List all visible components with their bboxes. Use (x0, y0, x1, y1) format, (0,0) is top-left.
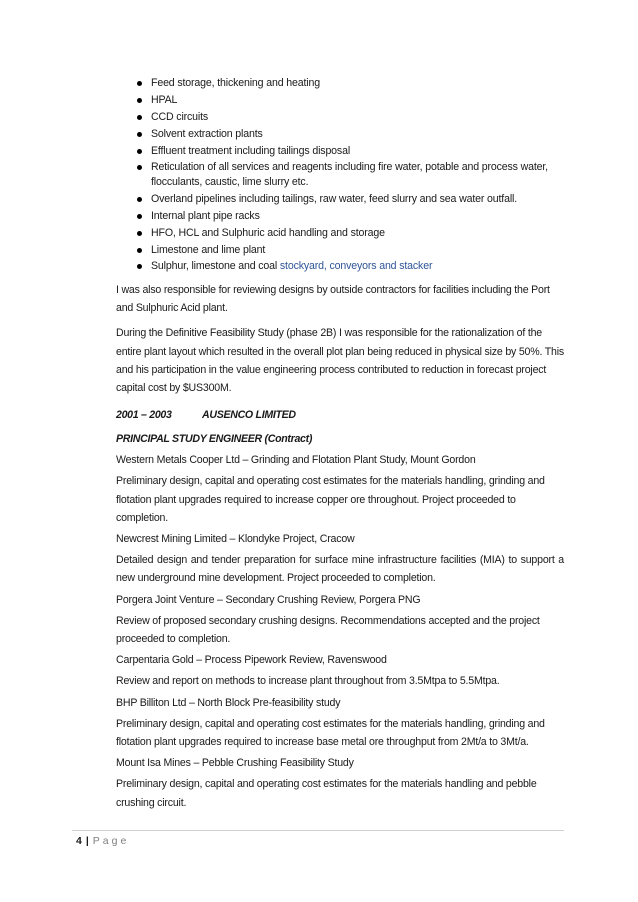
job-company: AUSENCO LIMITED (202, 409, 296, 422)
project-heading: Carpentaria Gold – Process Pipework Review, Ravenswood (116, 654, 387, 667)
project-heading: Newcrest Mining Limited – Klondyke Project, Cracow (116, 532, 355, 545)
list-item: HPAL (116, 93, 564, 108)
project-detail: Preliminary design, capital and operating cost estimates for the materials handling, grinding and flotation plant upgrades required to increase base metal ore throughput from 2Mt/a to 3Mt/a. (116, 717, 545, 748)
project-heading: BHP Billiton Ltd – North Block Pre-feasibility study (116, 696, 341, 709)
bullet-icon (137, 115, 142, 120)
project-detail: Detailed design and tender preparation for surface mine infrastructure facilities (MIA) to support a new underground mine development. Project proceeded to completion. (116, 554, 564, 585)
bullet-icon (137, 165, 142, 170)
bullet-icon (137, 149, 142, 154)
page-footer (76, 835, 129, 847)
bullet-icon (137, 132, 142, 137)
list-item: Effluent treatment including tailings disposal (116, 144, 564, 159)
list-item: Overland pipelines including tailings, raw water, feed slurry and sea water outfall. (116, 192, 564, 207)
list-item: Feed storage, thickening and heating (116, 76, 564, 91)
footer-divider (72, 830, 564, 831)
job-heading (116, 406, 564, 424)
list-item: CCD circuits (116, 110, 564, 125)
dfs-paragraph: During the Definitive Feasibility Study (phase 2B) I was responsible for the rationalization of the entire plant layout which resulted in the overall plot plan being reduced in physical size by 50%. This and his participation in the value engineering process contributed to reduction in forecast project capital cost by $US300M. (116, 327, 564, 394)
project-heading: Western Metals Cooper Ltd – Grinding and Flotation Plant Study, Mount Gordon (116, 454, 476, 467)
project-heading: Porgera Joint Venture – Secondary Crushing Review, Porgera PNG (116, 593, 421, 606)
list-item: Solvent extraction plants (116, 127, 564, 142)
page-label: Page (92, 835, 130, 847)
bullet-icon (137, 231, 142, 236)
list-item: Reticulation of all services and reagents including fire water, potable and process water, flocculants, caustic, lime slurry etc. (116, 160, 564, 189)
page-content (116, 76, 564, 812)
bullet-icon (137, 248, 142, 253)
list-item: Internal plant pipe racks (116, 209, 564, 224)
job-years: 2001 – 2003 (116, 409, 172, 422)
project-detail: Review and report on methods to increase plant throughout from 3.5Mtpa to 5.5Mtpa. (116, 675, 500, 688)
project-detail: Preliminary design, capital and operating cost estimates for the materials handling and pebble crushing circuit. (116, 778, 537, 809)
project-detail: Preliminary design, capital and operating cost estimates for the materials handling, grinding and flotation plant upgrades required to increase copper ore throughout. Project proceeded to completion. (116, 475, 545, 524)
job-title: PRINCIPAL STUDY ENGINEER (Contract) (116, 433, 313, 446)
scope-bullet-list (116, 76, 564, 274)
bullet-icon (137, 264, 142, 269)
list-item: Limestone and lime plant (116, 243, 564, 258)
bullet-icon (137, 81, 142, 86)
bullet-icon (137, 214, 142, 219)
page-number: 4 (76, 835, 82, 847)
project-detail: Review of proposed secondary crushing designs. Recommendations accepted and the project proceeded to completion. (116, 614, 540, 645)
list-item: HFO, HCL and Sulphuric acid handling and storage (116, 226, 564, 241)
project-heading: Mount Isa Mines – Pebble Crushing Feasibility Study (116, 757, 354, 770)
bullet-icon (137, 98, 142, 103)
footer-separator: | (85, 835, 89, 847)
list-item: Sulphur, limestone and coal stockyard, conveyors and stacker (116, 259, 564, 274)
bullet-icon (137, 197, 142, 202)
reviewing-paragraph: I was also responsible for reviewing designs by outside contractors for facilities including the Port and Sulphuric Acid plant. (116, 283, 550, 315)
